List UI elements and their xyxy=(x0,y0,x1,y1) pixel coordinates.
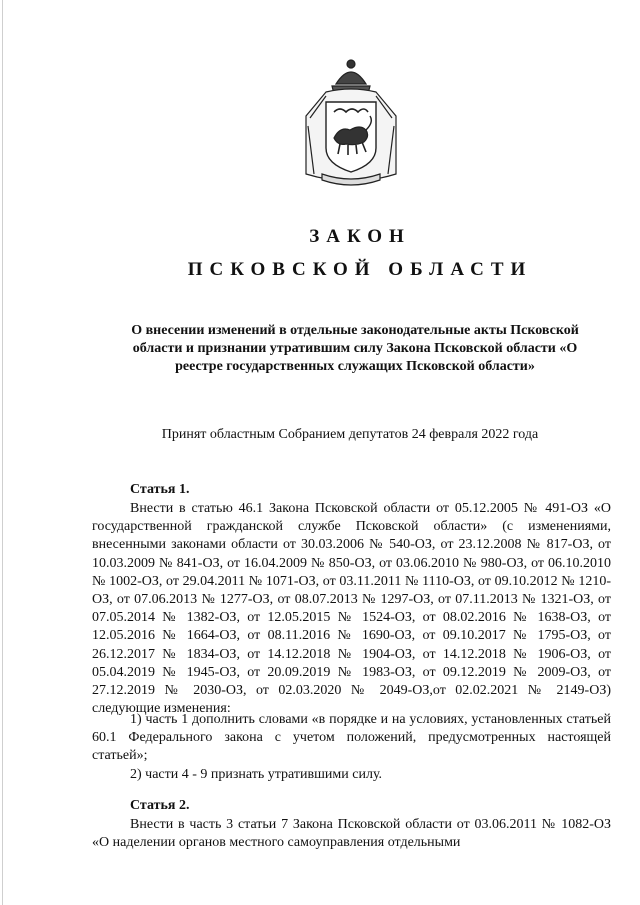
document-region: ПСКОВСКОЙ ОБЛАСТИ xyxy=(187,259,533,280)
adoption-statement: Принят областным Собранием депутатов 24 февраля 2022 года xyxy=(161,427,539,442)
pskov-coat-of-arms-icon xyxy=(296,56,406,191)
law-subject: О внесении изменений в отдельные законодательные акты Псковской области и признании утратившим силу Закона Псковской области «О реестре государственных служащих Псковской области» xyxy=(131,323,579,374)
article-2-text: Внести в часть 3 статьи 7 Закона Псковской области от 03.06.2011 № 1082-ОЗ «О наделении органов местного самоуправления отдельными xyxy=(92,817,611,851)
article-2-heading: Статья 2. xyxy=(130,798,190,813)
document-title: ЗАКОН xyxy=(309,226,411,247)
article-1-item-2: 2) части 4 - 9 признать утратившими силу. xyxy=(130,767,383,782)
article-1-heading: Статья 1. xyxy=(130,482,190,497)
article-1-item-1: 1) часть 1 дополнить словами «в порядке и на условиях, установленных статьей 60.1 Федерального закона с учетом положений, предусмотренных настоящей статьей»; xyxy=(92,712,611,764)
scan-margin-line xyxy=(2,0,3,905)
article-1-text: Внести в статью 46.1 Закона Псковской области от 05.12.2005 № 491-ОЗ «О государственной гражданской службе Псковской области» (с изменениями, внесенными законами области от 30.03.2006 № 540-ОЗ, от 23.12.2008 № 817-ОЗ, от 10.03.2009 № 841-ОЗ, от 16.04.2009 № 850-ОЗ, от 03.06.2010 № 980-ОЗ, от 06.10.2010 № 1002-ОЗ, от 29.04.2011 № 1071-ОЗ, от 03.11.2011 № 1110-ОЗ, от 09.10.2012 № 1210-ОЗ, от 07.06.2013 № 1277-ОЗ, от 08.07.2013 № 1297-ОЗ, от 07.11.2013 № 1321-ОЗ, от 07.05.2014 № 1382-ОЗ, от 12.05.2015 № 1524-ОЗ, от 08.02.2016 № 1638-ОЗ, от 12.05.2016 № 1664-ОЗ, от 08.11.2016 № 1690-ОЗ, от 09.10.2017 № 1795-ОЗ, от 26.12.2017 № 1834-ОЗ, от 14.12.2018 № 1904-ОЗ, от 14.12.2018 № 1906-ОЗ, от 05.04.2019 № 1945-ОЗ, от 20.09.2019 № 1983-ОЗ, от 09.12.2019 № 2009-ОЗ, от 27.12.2019 № 2030-ОЗ, от 02.03.2020 № 2049-ОЗ,от 02.02.2021 № 2149-ОЗ) следующие изменения: xyxy=(92,501,611,717)
